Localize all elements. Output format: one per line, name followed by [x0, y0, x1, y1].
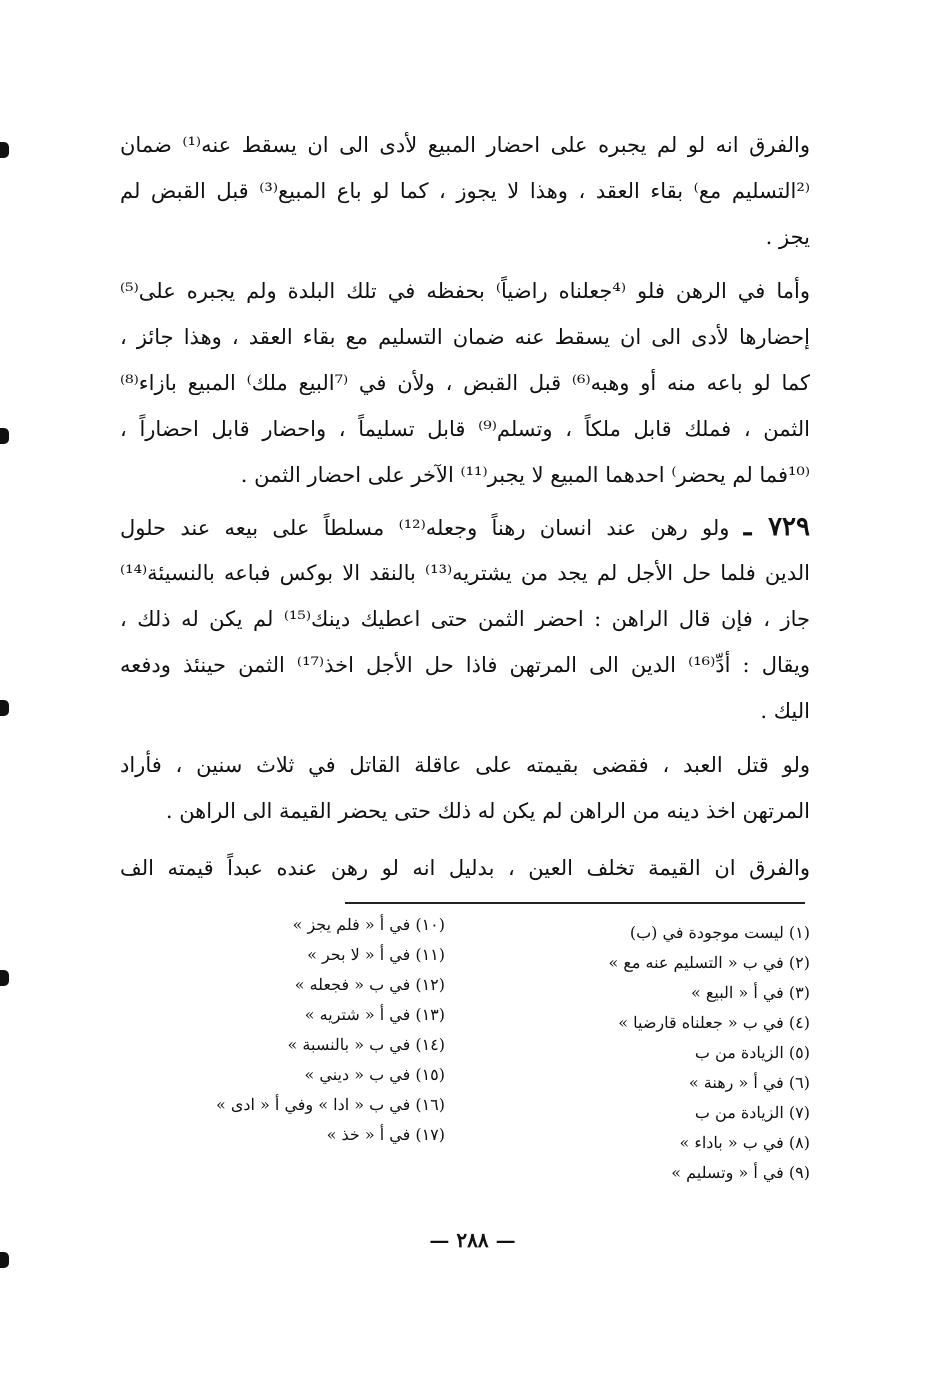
footnotes-right-column [600, 918, 810, 1188]
footnotes-left-column [205, 910, 445, 1150]
text-line: جاز ، فإن قال الراهن : احضر الثمن حتى اعطيك دينك⁽¹⁵⁾ لم يكن له ذلك ، [120, 607, 810, 631]
footnote: (١٢) في ب « فجعله » [294, 975, 445, 994]
footnote: (١٥) في ب « ديني » [304, 1065, 445, 1084]
paragraph-2 [120, 268, 810, 498]
binding-hole-mark [0, 1252, 9, 1268]
footnote: (١٧) في أ « خذ » [326, 1125, 445, 1144]
text-line: والفرق ان القيمة تخلف العين ، بدليل انه لو رهن عنده عبداً قيمته الف [120, 856, 810, 880]
text-line: يجز . [765, 225, 810, 249]
paragraph-1 [120, 122, 810, 260]
text-line: إحضارها لأدى الى ان يسقط عنه ضمان التسليم مع بقاء العقد ، وهذا جائز ، [120, 325, 810, 349]
footnote: (١٤) في ب « بالنسبة » [287, 1035, 445, 1054]
footnote: (٩) في أ « وتسليم » [671, 1163, 810, 1182]
footnote: (١) ليست موجودة في (ب) [629, 923, 810, 942]
footnote: (٦) في أ « رهنة » [688, 1073, 810, 1092]
footnote: (١١) في أ « لا بحر » [307, 945, 445, 964]
binding-hole-mark [0, 142, 9, 158]
footnote: (٢) في ب « التسليم عنه مع » [608, 953, 810, 972]
text-line: ولو قتل العبد ، فقضى بقيمته على عاقلة القاتل في ثلاث سنين ، فأراد [120, 753, 811, 777]
text-line: الدين فلما حل الأجل لم يجد من يشتريه⁽¹³⁾ بالنقد الا بوكس فباعه بالنسيئة⁽¹⁴⁾ [120, 561, 810, 585]
text-line: ⁽²التسليم مع⁾ بقاء العقد ، وهذا لا يجوز ، كما لو باع المبيع⁽³⁾ قبل القبض لم [120, 179, 810, 203]
footnote: (١٠) في أ « فلم يجز » [292, 915, 445, 934]
footnote: (٨) في ب « باداء » [679, 1133, 810, 1152]
footnote: (٥) الزيادة من ب [694, 1043, 810, 1062]
page-number: — ٢٨٨ — [429, 1228, 516, 1252]
text-line-content: ولو رهن عند انسان رهناً وجعله⁽¹²⁾ مسلطاً على بيعه عند حلول [120, 516, 730, 540]
binding-hole-mark [0, 428, 9, 444]
footnote-divider [345, 902, 805, 904]
footnote: (١٦) في ب « ادا » وفي أ « ادى » [215, 1095, 445, 1114]
footnote: (٤) في ب « جعلناه قارضيا » [618, 1013, 810, 1032]
binding-hole-mark [0, 970, 9, 986]
footnote: (٣) في أ « البيع » [690, 983, 810, 1002]
text-line: المرتهن اخذ دينه من الراهن لم يكن له ذلك حتى يحضر القيمة الى الراهن . [165, 799, 810, 823]
text-line [120, 504, 810, 550]
text-line: ويقال : أدِّ⁽¹⁶⁾ الدين الى المرتهن فاذا حل الأجل اخذ⁽¹⁷⁾ الثمن حينئذ ودفعه [120, 653, 810, 677]
text-line: الثمن ، فملك قابل ملكاً ، وتسلم⁽⁹⁾ قابل تسليماً ، واحضار قابل احضاراً ، [120, 417, 811, 441]
text-line: كما لو باعه منه أو وهبه⁽⁶⁾ قبل القبض ، ولأن في ⁽⁷البيع ملك⁾ المبيع بازاء⁽⁸⁾ [120, 371, 810, 395]
paragraph-4 [120, 742, 810, 834]
text-line: والفرق انه لو لم يجبره على احضار المبيع لأدى الى ان يسقط عنه⁽¹⁾ ضمان [120, 133, 810, 157]
section-number: ٧٢٩ ـ [743, 512, 810, 542]
paragraph-5 [120, 845, 810, 891]
binding-hole-mark [0, 700, 9, 716]
text-line: ⁽¹⁰فما لم يحضر⁾ احدهما المبيع لا يجبر⁽¹¹⁾ الآخر على احضار الثمن . [240, 463, 810, 487]
paragraph-3 [120, 504, 810, 734]
footnote: (١٣) في أ « شتريه » [304, 1005, 445, 1024]
text-line: اليك . [760, 699, 810, 723]
footnote: (٧) الزيادة من ب [694, 1103, 810, 1122]
text-line: وأما في الرهن فلو ⁽⁴جعلناه راضياً⁾ بحفظه في تلك البلدة ولم يجبره على⁽⁵⁾ [120, 279, 811, 303]
